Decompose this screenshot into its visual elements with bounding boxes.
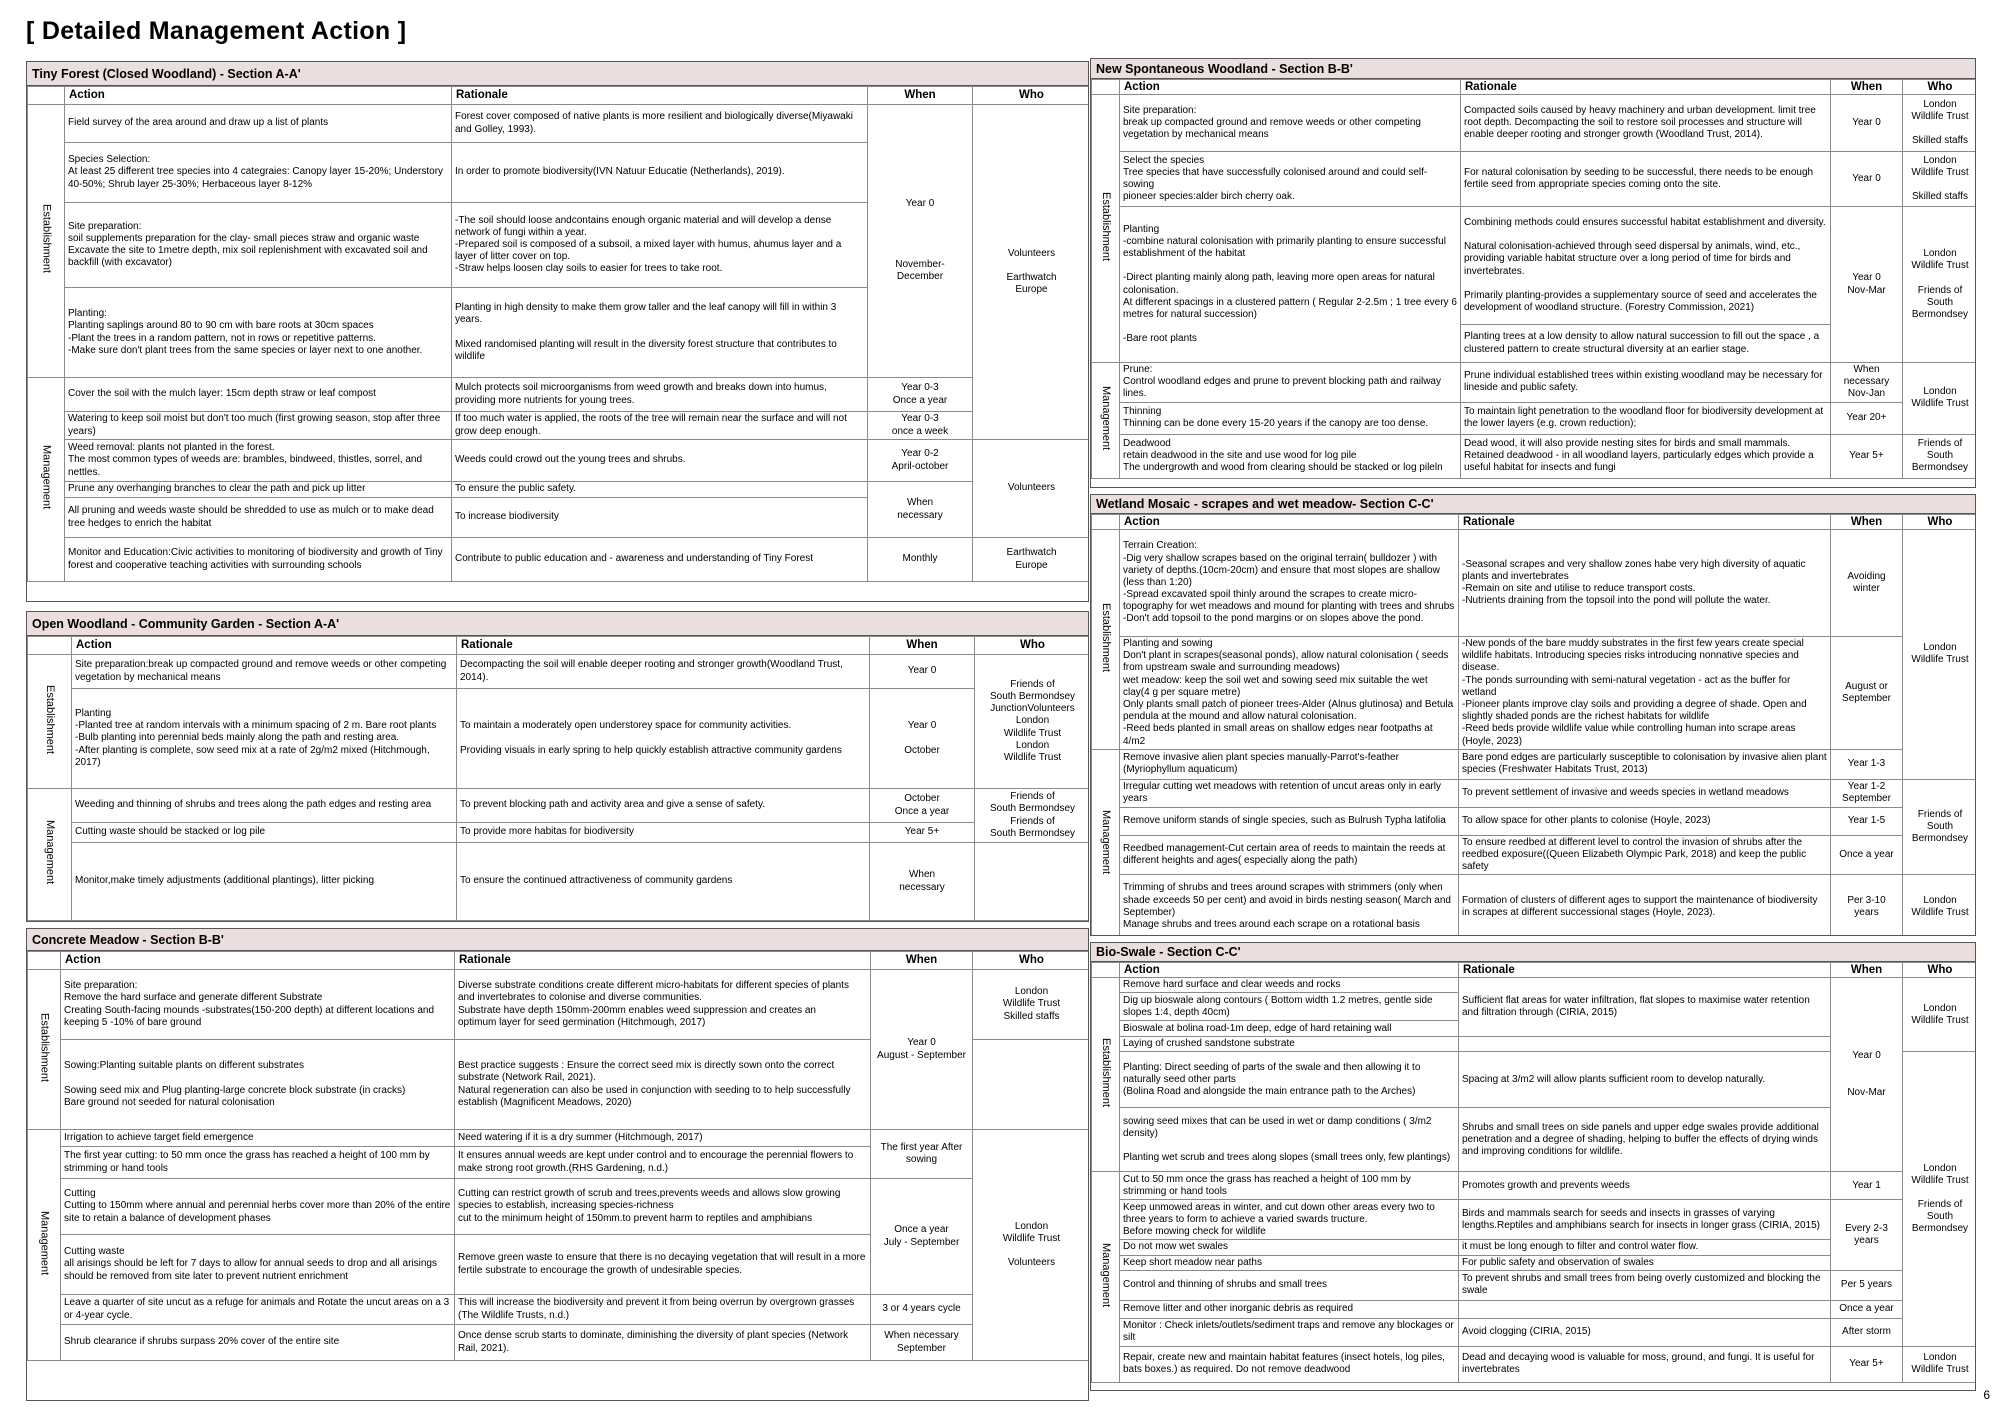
who-cell: Volunteers: [973, 440, 1090, 538]
when-cell: Year 0-2 April-october: [868, 440, 973, 482]
who-cell: Friends of South Bermondsey: [1903, 434, 1977, 478]
when-cell: Year 0 Nov-Mar: [1831, 978, 1903, 1172]
rationale-cell: Mulch protects soil microorganisms from weed growth and breaks down into humus, providing more nutrients for young trees.: [452, 378, 868, 412]
section-title: Tiny Forest (Closed Woodland) - Section A-A': [27, 62, 1088, 86]
rationale-cell: Decompacting the soil will enable deeper rooting and stronger growth(Woodland Trust, 2014).: [457, 655, 870, 689]
when-cell: When necessary Nov-Jan: [1831, 363, 1903, 403]
action-cell: Species Selection: At least 25 different tree species into 4 categraies: Canopy layer 15-20%; Understory 40-50%; Shrub layer 25-30%; Herbaceous layer 8-12%: [65, 143, 452, 203]
when-cell: Year 5+: [1831, 1346, 1903, 1382]
who-cell: Friends of South Bermondsey Friends of South Bermondsey: [975, 789, 1090, 843]
when-cell: Year 1-5: [1831, 807, 1903, 835]
rationale-cell: Planting trees at a low density to allow natural succession to fill out the space , a clustered pattern to create structural diversity at an earlier stage.: [1461, 325, 1831, 363]
col-when: When: [1831, 80, 1903, 95]
rationale-cell: Birds and mammals search for seeds and insects in grasses of varying lengths.Reptiles and amphibians search for insects in longer grass (CIRIA, 2015): [1459, 1200, 1831, 1240]
col-who: Who: [1903, 963, 1977, 978]
col-action: Action: [72, 637, 457, 655]
action-cell: Dig up bioswale along contours ( Bottom width 1.2 metres, gentle side slopes 1:4, depth 40cm): [1120, 993, 1459, 1021]
rationale-cell: To maintain light penetration to the woodland floor for biodiversity development at the lower layers (e.g. crown reduction);: [1461, 402, 1831, 434]
action-cell: Monitor,make timely adjustments (additional plantings), litter picking: [72, 843, 457, 921]
action-cell: Cut to 50 mm once the grass has reached a height of 100 mm by strimming or hand tools: [1120, 1172, 1459, 1200]
who-cell: Friends of South Bermondsey: [1903, 779, 1977, 875]
action-cell: Planting -Planted tree at random intervals with a minimum spacing of 2 m. Bare root plants -Bulb planting into perennial beds mainly along the path and resting area. -After planting is complete, sow seed mix at a rate of 2g/m2 mixed (Hitchmough, 2017): [72, 689, 457, 789]
action-cell: The first year cutting: to 50 mm once the grass has reached a height of 100 mm by strimming or hand tools: [61, 1147, 455, 1179]
panel-spontaneous-woodland: [1090, 58, 1976, 488]
action-cell: All pruning and weeds waste should be shredded to use as mulch or to make dead tree hedges to enrich the habitat: [65, 498, 452, 538]
who-cell: Earthwatch Europe: [973, 538, 1090, 582]
rationale-cell: Need watering if it is a dry summer (Hitchmough, 2017): [455, 1130, 871, 1147]
who-cell: London Wildlife Trust: [1903, 363, 1977, 435]
col-rationale: Rationale: [1461, 80, 1831, 95]
who-cell: London Wildlife Trust Friends of South Bermondsey: [1903, 1052, 1977, 1346]
when-cell: Per 5 years: [1831, 1270, 1903, 1300]
who-cell: London Wildlife Trust: [1903, 875, 1977, 936]
col-who: Who: [973, 952, 1090, 970]
rationale-cell: For public safety and observation of swales: [1459, 1255, 1831, 1270]
group-establishment: Establishment: [28, 105, 65, 378]
action-cell: Monitor : Check inlets/outlets/sediment traps and remove any blockages or silt: [1120, 1318, 1459, 1346]
rationale-cell: For natural colonisation by seeding to be successful, there needs to be enough fertile seed from appropriate species coming onto the site.: [1461, 152, 1831, 207]
action-cell: Do not mow wet swales: [1120, 1240, 1459, 1255]
col-who: Who: [1903, 80, 1977, 95]
when-cell: Year 5+: [1831, 434, 1903, 478]
col-action: Action: [1120, 963, 1459, 978]
when-cell: When necessary: [870, 843, 975, 921]
action-cell: Prune: Control woodland edges and prune to prevent blocking path and railway lines.: [1120, 363, 1461, 403]
rationale-cell: -New ponds of the bare muddy substrates in the first few years create special wildlife habitats. Introducing species risks introducing nonnative species and disease. -The ponds surrounding with semi-natural vegetation - act as the buffer for wetland -Pioneer plants improve clay soils and providing a degree of shade. Open and slightly shaded ponds are the richest habitats for wildlife -Reed beds provide wildlife value while controlling human into scrape areas (Hoyle, 2023): [1459, 637, 1831, 750]
when-cell: Once a year July - September: [871, 1179, 973, 1295]
rationale-cell: [1459, 1300, 1831, 1318]
group-establishment: Establishment: [1092, 530, 1120, 750]
when-cell: After storm: [1831, 1318, 1903, 1346]
group-management: Management: [1092, 363, 1120, 479]
col-action: Action: [61, 952, 455, 970]
action-table: [1091, 79, 1976, 479]
rationale-cell: To maintain a moderately open understorey space for community activities. Providing visuals in early spring to help quickly establish attractive community gardens: [457, 689, 870, 789]
section-title: Bio-Swale - Section C-C': [1091, 943, 1975, 962]
rationale-cell: If too much water is applied, the roots of the tree will remain near the surface and will not grow deep enough.: [452, 412, 868, 440]
action-cell: Select the species Tree species that have successfully colonised around and could self-sowing pioneer species:alder birch cherry oak.: [1120, 152, 1461, 207]
action-cell: Monitor and Education:Civic activities to monitoring of biodiversity and growth of Tiny forest and cooperative teaching activities with surrounding schools: [65, 538, 452, 582]
action-cell: Site preparation: soil supplements preparation for the clay- small pieces straw and organic waste Excavate the site to 1metre depth, mix soil replenishment with excavated soil and backfill (with excavator): [65, 203, 452, 288]
when-cell: Year 0 October: [870, 689, 975, 789]
col-action: Action: [1120, 80, 1461, 95]
rationale-cell: Avoid clogging (CIRIA, 2015): [1459, 1318, 1831, 1346]
group-establishment: Establishment: [28, 655, 72, 789]
when-cell: Year 0-3 Once a year: [868, 378, 973, 412]
rationale-cell: To prevent settlement of invasive and weeds species in wetland meadows: [1459, 779, 1831, 807]
action-table: [1091, 962, 1976, 1383]
when-cell: Once a year: [1831, 835, 1903, 875]
when-cell: 3 or 4 years cycle: [871, 1295, 973, 1325]
rationale-cell: Formation of clusters of different ages to support the maintenance of biodiversity in scrapes at different successional stages (Hoyle, 2023).: [1459, 875, 1831, 936]
panel-wetland-mosaic: [1090, 494, 1976, 936]
rationale-cell: Spacing at 3/m2 will allow plants sufficient room to develop naturally.: [1459, 1052, 1831, 1108]
action-cell: Irrigation to achieve target field emergence: [61, 1130, 455, 1147]
rationale-cell: To prevent blocking path and activity area and give a sense of safety.: [457, 789, 870, 823]
action-cell: Remove invasive alien plant species manually-Parrot's-feather (Myriophyllum aquaticum): [1120, 749, 1459, 779]
when-cell: Year 0: [1831, 95, 1903, 152]
action-cell: Leave a quarter of site uncut as a refuge for animals and Rotate the uncut areas on a 3 or 4-year cycle.: [61, 1295, 455, 1325]
action-cell: Terrain Creation: -Dig very shallow scrapes based on the original terrain( bulldozer ) with variety of depths.(10cm-20cm) and ensure that most slopes are shallow (less than 1:20) -Spread excavated spoil thinly around the scrapes to create micro-topography for wet meadows and mound for planting with trees and shrubs -Don't add topsoil to the pond margins or on slopes above the pond.: [1120, 530, 1459, 637]
rationale-cell: Contribute to public education and - awareness and understanding of Tiny Forest: [452, 538, 868, 582]
col-when: When: [871, 952, 973, 970]
col-rationale: Rationale: [1459, 515, 1831, 530]
action-cell: Remove uniform stands of single species, such as Bulrush Typha latifolia: [1120, 807, 1459, 835]
action-cell: Remove litter and other inorganic debris as required: [1120, 1300, 1459, 1318]
panel-tiny-forest: [26, 61, 1089, 602]
rationale-cell: Compacted soils caused by heavy machinery and urban development. limit tree root depth. Decompacting the soil to restore soil processes and structure will enable deeper rooting and stronger growth (Woodland Trust, 2014).: [1461, 95, 1831, 152]
action-cell: Site preparation: Remove the hard surface and generate different Substrate Creating South-facing mounds -substrates(150-200 depth) at different locations and keeping 5 -10% of bare ground: [61, 970, 455, 1040]
action-cell: Planting -combine natural colonisation with primarily planting to ensure successful establishment of the habitat -Direct planting mainly along path, leaving more open areas for natural colonisation. At different spacings in a clustered pattern ( Regular 2-2.5m ; 1 tree every 6 metres for natural succession) -Bare root plants: [1120, 207, 1461, 363]
who-cell: London Wildlife Trust Volunteers: [973, 1130, 1090, 1361]
action-table: [27, 636, 1089, 921]
action-cell: Control and thinning of shrubs and small trees: [1120, 1270, 1459, 1300]
action-cell: Prune any overhanging branches to clear the path and pick up litter: [65, 482, 452, 498]
action-cell: Sowing:Planting suitable plants on different substrates Sowing seed mix and Plug planting-large concrete block substrate (in cracks) Bare ground not seeded for natural colonisation: [61, 1040, 455, 1130]
rationale-cell: it must be long enough to filter and control water flow.: [1459, 1240, 1831, 1255]
rationale-cell: To prevent shrubs and small trees from being overly customized and blocking the swale: [1459, 1270, 1831, 1300]
action-cell: Laying of crushed sandstone substrate: [1120, 1037, 1459, 1052]
panel-bio-swale: [1090, 942, 1976, 1391]
col-rationale: Rationale: [1459, 963, 1831, 978]
when-cell: October Once a year: [870, 789, 975, 823]
col-rationale: Rationale: [452, 87, 868, 105]
when-cell: Per 3-10 years: [1831, 875, 1903, 936]
col-action: Action: [65, 87, 452, 105]
group-management: Management: [28, 789, 72, 921]
action-cell: Planting: Planting saplings around 80 to 90 cm with bare roots at 30cm spaces -Plant the trees in a random pattern, not in rows or repetitive patterns. -Make sure don't plant trees from the same species or layer next to one another.: [65, 288, 452, 378]
when-cell: Every 2-3 years: [1831, 1200, 1903, 1270]
group-establishment: Establishment: [28, 970, 61, 1130]
rationale-cell: Combining methods could ensures successful habitat establishment and diversity. Natural colonisation-achieved through seed dispersal by animals, wind, etc., providing variable habitat structure over a long period of time for birds and invertebrates. Primarily planting-provides a supplementary source of seed and accelerates the development of woodland structure. (Forestry Commission, 2021): [1461, 207, 1831, 325]
action-cell: Watering to keep soil moist but don't too much (first growing season, stop after three years): [65, 412, 452, 440]
rationale-cell: -Seasonal scrapes and very shallow zones habe very high diversity of aquatic plants and invertebrates -Remain on site and utilise to reduce transport costs. -Nutrients draining from the topsoil into the pond will pollute the water.: [1459, 530, 1831, 637]
col-rationale: Rationale: [457, 637, 870, 655]
rationale-cell: To ensure reedbed at different level to control the invasion of shrubs after the reedbed exposure((Queen Elizabeth Olympic Park, 2018) and keep the public safety: [1459, 835, 1831, 875]
action-table: [1091, 514, 1976, 936]
rationale-cell: Remove green waste to ensure that there is no decaying vegetation that will result in a more fertile substrate to encourage the growth of undesirable species.: [455, 1235, 871, 1295]
action-table: [27, 86, 1089, 582]
who-cell: Friends of South Bermondsey JunctionVolunteers London Wildlife Trust London Wildlife Trust: [975, 655, 1090, 789]
rationale-cell: Bare pond edges are particularly susceptible to colonisation by invasive alien plant species (Freshwater Habitats Trust, 2013): [1459, 749, 1831, 779]
who-cell: London Wildlife Trust Friends of South Bermondsey: [1903, 207, 1977, 363]
when-cell: Year 20+: [1831, 402, 1903, 434]
who-cell: London Wildlife Trust Skilled staffs: [1903, 152, 1977, 207]
col-who: Who: [973, 87, 1090, 105]
rationale-cell: Forest cover composed of native plants is more resilient and biologically diverse(Miyawaki and Golley, 1993).: [452, 105, 868, 143]
action-cell: Site preparation:break up compacted ground and remove weeds or other competing vegetation by mechanical means: [72, 655, 457, 689]
rationale-cell: Shrubs and small trees on side panels and upper edge swales provide additional penetration and a degree of shading, helping to buffer the effects of drying winds and improving conditions for wildlife.: [1459, 1108, 1831, 1172]
section-title: Open Woodland - Community Garden - Section A-A': [27, 612, 1088, 636]
rationale-cell: Dead wood, it will also provide nesting sites for birds and small mammals. Retained deadwood - in all woodland layers, particularly edges which provide a useful habitat for insects and fungi: [1461, 434, 1831, 478]
when-cell: When necessary September: [871, 1325, 973, 1361]
action-cell: Keep short meadow near paths: [1120, 1255, 1459, 1270]
action-cell: Cover the soil with the mulch layer: 15cm depth straw or leaf compost: [65, 378, 452, 412]
action-cell: Repair, create new and maintain habitat features (insect hotels, log piles, bats boxes.) as required. Do not remove deadwood: [1120, 1346, 1459, 1382]
who-cell: London Wildlife Trust: [1903, 978, 1977, 1052]
action-table: [27, 951, 1089, 1361]
who-cell: London Wildlife Trust: [1903, 530, 1977, 780]
action-cell: Cutting waste all arisings should be left for 7 days to allow for annual seeds to drop and all arisings should be removed from site later to prevent nutrient enrichment: [61, 1235, 455, 1295]
when-cell: Monthly: [868, 538, 973, 582]
group-management: Management: [28, 378, 65, 582]
section-title: New Spontaneous Woodland - Section B-B': [1091, 59, 1975, 79]
panel-concrete-meadow: [26, 928, 1089, 1401]
group-establishment: Establishment: [1092, 95, 1120, 363]
action-cell: Planting: Direct seeding of parts of the swale and then allowing it to naturally seed other parts (Bolina Road and alongside the main entrance path to the Arches): [1120, 1052, 1459, 1108]
action-cell: Shrub clearance if shrubs surpass 20% cover of the entire site: [61, 1325, 455, 1361]
action-cell: Remove hard surface and clear weeds and rocks: [1120, 978, 1459, 993]
col-when: When: [1831, 963, 1903, 978]
group-management: Management: [28, 1130, 61, 1361]
rationale-cell: Weeds could crowd out the young trees and shrubs.: [452, 440, 868, 482]
group-establishment: Establishment: [1092, 978, 1120, 1172]
who-cell: London Wildlife Trust Skilled staffs: [973, 970, 1090, 1040]
col-when: When: [870, 637, 975, 655]
when-cell: The first year After sowing: [871, 1130, 973, 1179]
action-cell: Field survey of the area around and draw up a list of plants: [65, 105, 452, 143]
action-cell: Weed removal: plants not planted in the forest. The most common types of weeds are: brambles, bindweed, thistles, sorrel, and nettles.: [65, 440, 452, 482]
page-number: 6: [1983, 1388, 1990, 1402]
rationale-cell: Cutting can restrict growth of scrub and trees,prevents weeds and allows slow growing species to establish, increasing species-richness cut to the minimum height of 150mm.to prevent harm to reptiles and amphibians: [455, 1179, 871, 1235]
when-cell: Year 5+: [870, 823, 975, 843]
action-cell: Irregular cutting wet meadows with retention of uncut areas only in early years: [1120, 779, 1459, 807]
when-cell: Year 1: [1831, 1172, 1903, 1200]
who-cell: London Wildlife Trust: [1903, 1346, 1977, 1382]
action-cell: Planting and sowing Don't plant in scrapes(seasonal ponds), allow natural colonisation ( seeds from upstream swale and surrounding meadows) wet meadow: keep the soil wet and sowing seed mix suitable the wet clay(4 g per square metre) Only plants small patch of pioneer trees-Alder (Alnus glutinosa) and Betula pendula at the mound and allow natural colonisation. -Reed beds planted in small areas on shallow edges near footpaths at 4/m2: [1120, 637, 1459, 750]
action-cell: Deadwood retain deadwood in the site and use wood for log pile The undergrowth and wood from clearing should be stacked or log pileln: [1120, 434, 1461, 478]
rationale-cell: Promotes growth and prevents weeds: [1459, 1172, 1831, 1200]
panel-open-woodland: [26, 611, 1089, 922]
action-cell: Bioswale at bolina road-1m deep, edge of hard retaining wall: [1120, 1021, 1459, 1037]
rationale-cell: Prune individual established trees within existing woodland may be necessary for lineside and public safety.: [1461, 363, 1831, 403]
action-cell: Trimming of shrubs and trees around scrapes with strimmers (only when shade exceeds 50 per cent) and avoid in birds nesting season( March and September) Manage shrubs and trees around each scrape on a rotational basis: [1120, 875, 1459, 936]
col-when: When: [868, 87, 973, 105]
when-cell: Year 0 Nov-Mar: [1831, 207, 1903, 363]
section-title: Wetland Mosaic - scrapes and wet meadow- Section C-C': [1091, 495, 1975, 514]
rationale-cell: In order to promote biodiversity(IVN Natuur Educatie (Netherlands), 2019).: [452, 143, 868, 203]
group-management: Management: [1092, 1172, 1120, 1382]
rationale-cell: To ensure the continued attractiveness of community gardens: [457, 843, 870, 921]
col-action: Action: [1120, 515, 1459, 530]
when-cell: Year 1-2 September: [1831, 779, 1903, 807]
rationale-cell: To increase biodiversity: [452, 498, 868, 538]
when-cell: Once a year: [1831, 1300, 1903, 1318]
rationale-cell: To provide more habitas for biodiversity: [457, 823, 870, 843]
when-cell: Year 0 August - September: [871, 970, 973, 1130]
rationale-cell: This will increase the biodiversity and prevent it from being overrun by overgrown grasses (The Wildlife Trusts, n.d.): [455, 1295, 871, 1325]
col-who: Who: [975, 637, 1090, 655]
when-cell: When necessary: [868, 482, 973, 538]
action-cell: Cutting waste should be stacked or log pile: [72, 823, 457, 843]
who-cell: London Wildlife Trust Skilled staffs: [1903, 95, 1977, 152]
rationale-cell: Dead and decaying wood is valuable for moss, ground, and fungi. It is useful for invertebrates: [1459, 1346, 1831, 1382]
rationale-cell: To allow space for other plants to colonise (Hoyle, 2023): [1459, 807, 1831, 835]
rationale-cell: Best practice suggests : Ensure the correct seed mix is directly sown onto the correct substrate (Network Rail, 2021). Natural regeneration can also be used in conjunction with seeding to to help successfully establish (Magnificent Meadows, 2020): [455, 1040, 871, 1130]
who-cell: Volunteers Earthwatch Europe: [973, 105, 1090, 440]
action-cell: Weeding and thinning of shrubs and trees along the path edges and resting area: [72, 789, 457, 823]
page-title: [ Detailed Management Action ]: [26, 17, 407, 45]
group-management: Management: [1092, 749, 1120, 936]
when-cell: August or September: [1831, 637, 1903, 750]
rationale-cell: Sufficient flat areas for water infiltration, flat slopes to maximise water retention and filtration through (CIRIA, 2015): [1459, 978, 1831, 1037]
section-title: Concrete Meadow - Section B-B': [27, 929, 1088, 951]
when-cell: Year 0-3 once a week: [868, 412, 973, 440]
rationale-cell: Planting in high density to make them grow taller and the leaf canopy will fill in within 3 years. Mixed randomised planting will result in the diversity forest structure that contributes to wildlife: [452, 288, 868, 378]
rationale-cell: -The soil should loose andcontains enough organic material and will develop a dense network of fungi within a year. -Prepared soil is composed of a subsoil, a mixed layer with humus, ahumus layer and a layer of litter cover on top. -Straw helps loosen clay soils to easier for trees to take root.: [452, 203, 868, 288]
col-rationale: Rationale: [455, 952, 871, 970]
col-when: When: [1831, 515, 1903, 530]
rationale-cell: It ensures annual weeds are kept under control and to encourage the perennial flowers to make strong root growth.(RHS Gardening, n.d.): [455, 1147, 871, 1179]
action-cell: sowing seed mixes that can be used in wet or damp conditions ( 3/m2 density) Planting wet scrub and trees along slopes (small trees only, few plantings): [1120, 1108, 1459, 1172]
action-cell: Keep unmowed areas in winter, and cut down other areas every two to three years to form to achieve a varied swards tructure. Before mowing check for wildlife: [1120, 1200, 1459, 1240]
when-cell: Year 0: [870, 655, 975, 689]
when-cell: Year 1-3: [1831, 749, 1903, 779]
when-cell: Year 0: [1831, 152, 1903, 207]
rationale-cell: Diverse substrate conditions create different micro-habitats for different species of plants and invertebrates to colonise and diverse communities. Substrate have depth 150mm-200mm enables weed suppression and creates an optimum layer for seed germination (Hitchmough, 2017): [455, 970, 871, 1040]
action-cell: Thinning Thinning can be done every 15-20 years if the canopy are too dense.: [1120, 402, 1461, 434]
when-cell: Year 0 November- December: [868, 105, 973, 378]
rationale-cell: Once dense scrub starts to dominate, diminishing the diversity of plant species (Network Rail, 2021).: [455, 1325, 871, 1361]
when-cell: Avoiding winter: [1831, 530, 1903, 637]
action-cell: Reedbed management-Cut certain area of reeds to maintain the reeds at different heights and ages( especially along the path): [1120, 835, 1459, 875]
action-cell: Site preparation: break up compacted ground and remove weeds or other competing vegetation by mechanical means: [1120, 95, 1461, 152]
action-cell: Cutting Cutting to 150mm where annual and perennial herbs cover more than 20% of the entire site to retain a balance of development phases: [61, 1179, 455, 1235]
col-who: Who: [1903, 515, 1977, 530]
rationale-cell: To ensure the public safety.: [452, 482, 868, 498]
